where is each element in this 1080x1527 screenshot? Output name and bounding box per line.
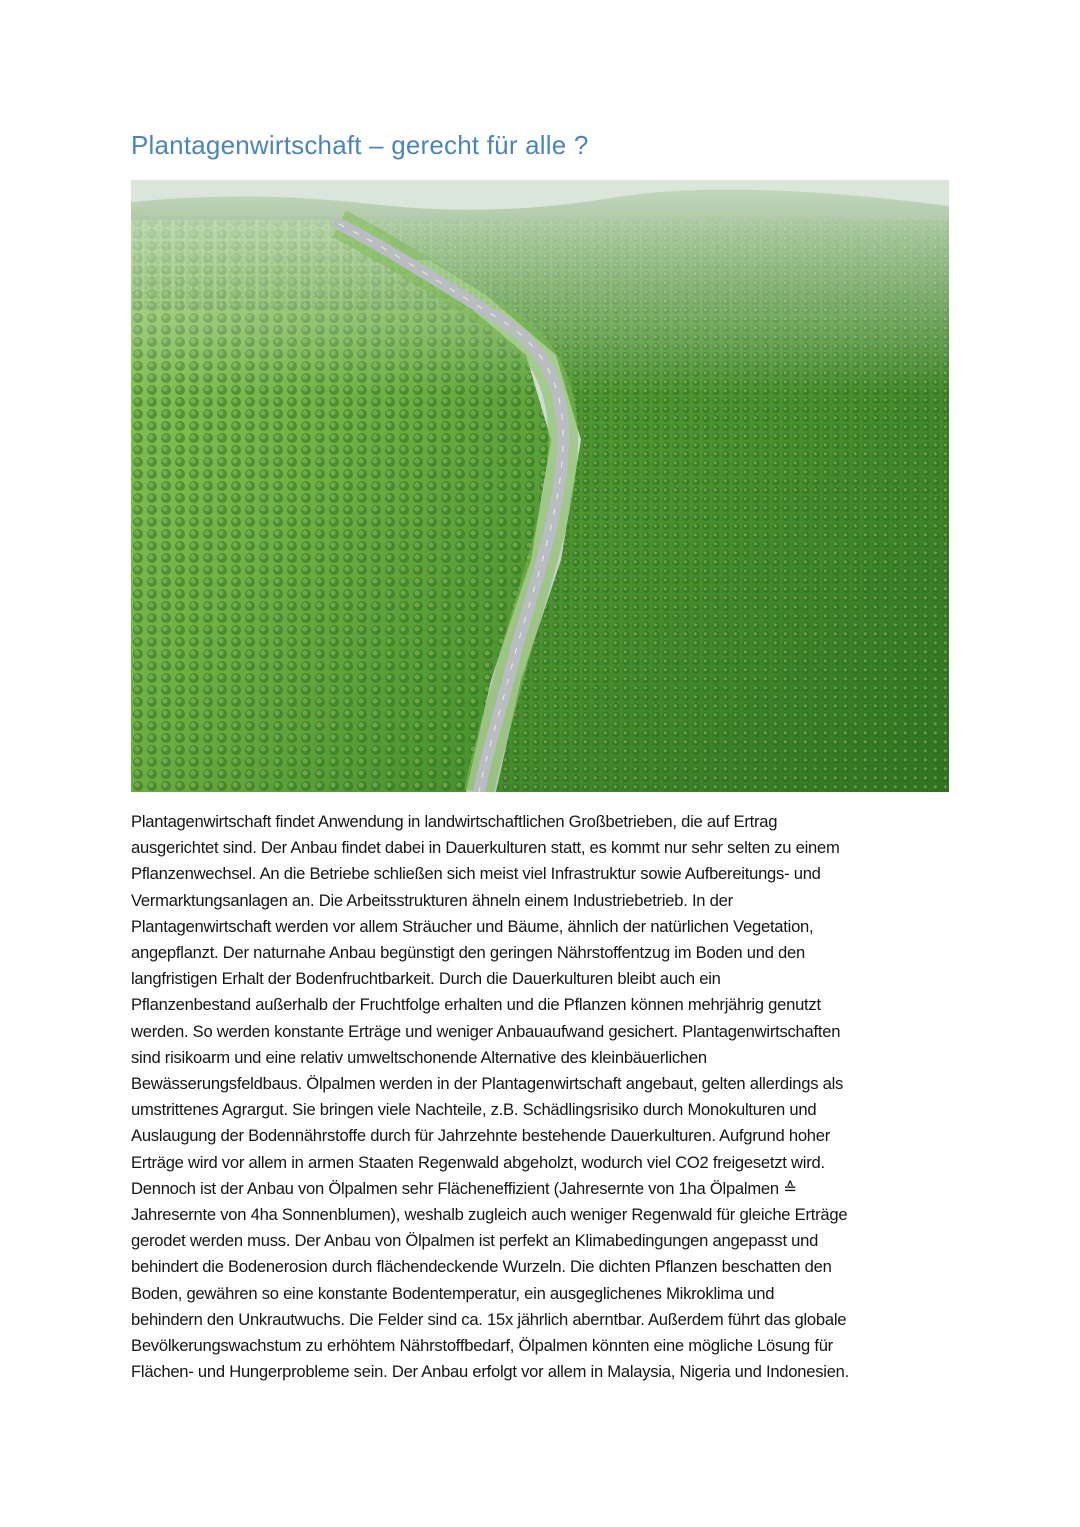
plantation-photo-illustration	[131, 180, 949, 792]
paragraph-line: Flächen- und Hungerprobleme sein. Der Anbau erfolgt vor allem in Malaysia, Nigeria und Indonesien.	[131, 1362, 850, 1382]
paragraph-line: sind risikoarm und eine relativ umweltschonende Alternative des kleinbäuerlichen	[131, 1047, 707, 1067]
plantation-aerial-photo	[131, 180, 949, 792]
paragraph-line: Pflanzenbestand außerhalb der Fruchtfolge erhalten und die Pflanzen können mehrjährig genutzt	[131, 995, 821, 1015]
page-title: Plantagenwirtschaft – gerecht für alle ?	[131, 130, 589, 160]
paragraph-line: ausgerichtet sind. Der Anbau findet dabei in Dauerkulturen statt, es kommt nur sehr selten zu einem	[131, 838, 840, 858]
paragraph-line: Bevölkerungswachstum zu erhöhtem Nährstoffbedarf, Ölpalmen könnten eine mögliche Lösung für	[131, 1336, 833, 1356]
paragraph-line: Bewässerungsfeldbaus. Ölpalmen werden in der Plantagenwirtschaft angebaut, gelten allerdings als	[131, 1074, 844, 1094]
paragraph-line: Plantagenwirtschaft werden vor allem Sträucher und Bäume, ähnlich der natürlichen Vegetation,	[131, 916, 814, 936]
article-paragraph	[131, 809, 951, 1385]
paragraph-line: Vermarktungsanlagen an. Die Arbeitsstrukturen ähneln einem Industriebetrieb. In der	[131, 890, 733, 910]
paragraph-line: Dennoch ist der Anbau von Ölpalmen sehr Flächeneffizient (Jahresernte von 1ha Ölpalmen ≙	[131, 1178, 797, 1198]
paragraph-line: werden. So werden konstante Erträge und weniger Anbauaufwand gesichert. Plantagenwirtschaften	[131, 1021, 841, 1041]
paragraph-line: Erträge wird vor allem in armen Staaten Regenwald abgeholzt, wodurch viel CO2 freigesetzt wird.	[131, 1152, 825, 1172]
paragraph-line: Plantagenwirtschaft findet Anwendung in landwirtschaftlichen Großbetrieben, die auf Ertrag	[131, 812, 778, 831]
paragraph-line: behindert die Bodenerosion durch flächendeckende Wurzeln. Die dichten Pflanzen beschatten den	[131, 1257, 832, 1277]
paragraph-line: gerodet werden muss. Der Anbau von Ölpalmen ist perfekt an Klimabedingungen angepasst und	[131, 1231, 819, 1251]
paragraph-line: langfristigen Erhalt der Bodenfruchtbarkeit. Durch die Dauerkulturen bleibt auch ein	[131, 969, 721, 989]
paragraph-line: umstrittenes Agrargut. Sie bringen viele Nachteile, z.B. Schädlingsrisiko durch Monokulturen und	[131, 1100, 817, 1120]
paragraph-line: behindern den Unkrautwuchs. Die Felder sind ca. 15x jährlich aberntbar. Außerdem führt das globale	[131, 1309, 847, 1329]
paragraph-line: angepflanzt. Der naturnahe Anbau begünstigt den geringen Nährstoffentzug im Boden und den	[131, 943, 805, 963]
paragraph-line: Pflanzenwechsel. An die Betriebe schließen sich meist viel Infrastruktur sowie Aufbereitungs- und	[131, 864, 821, 884]
paragraph-line: Auslaugung der Bodennährstoffe durch für Jahrzehnte bestehende Dauerkulturen. Aufgrund hoher	[131, 1126, 831, 1146]
paragraph-line: Boden, gewähren so eine konstante Bodentemperatur, ein ausgeglichenes Mikroklima und	[131, 1283, 775, 1303]
paragraph-line: Jahresernte von 4ha Sonnenblumen), weshalb zugleich auch weniger Regenwald für gleiche Erträge	[131, 1205, 848, 1225]
